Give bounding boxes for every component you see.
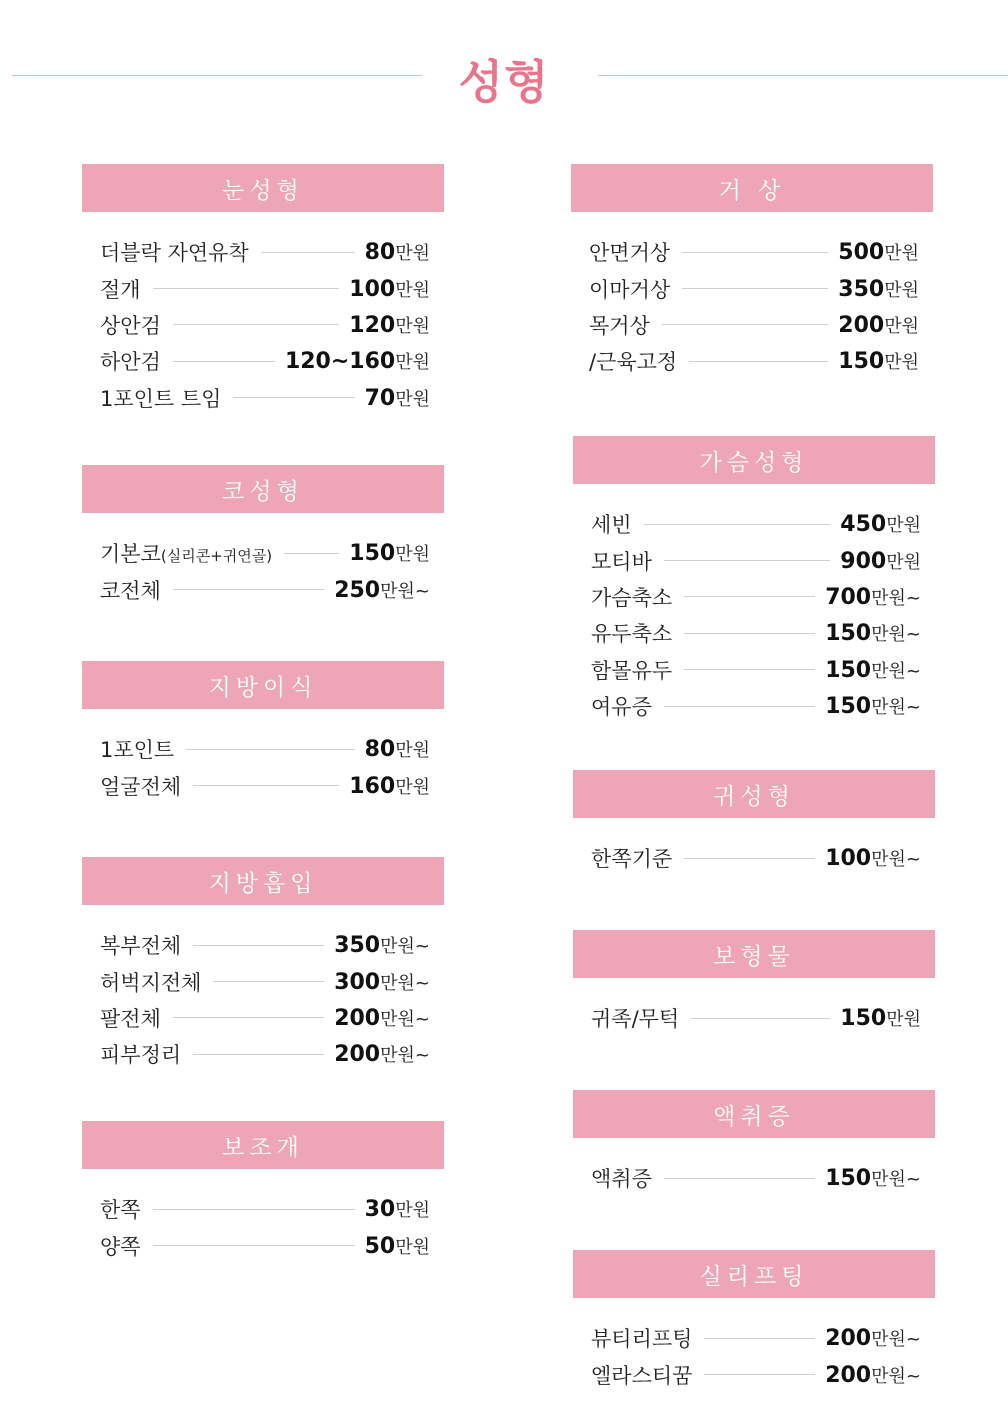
- price-amount: 450: [840, 512, 887, 538]
- price-unit: 만원: [395, 315, 430, 337]
- price-list: [573, 978, 935, 1036]
- item-name: [591, 509, 632, 539]
- price-list: [573, 1138, 935, 1196]
- leader-line: [704, 1374, 815, 1375]
- leader-line: [233, 397, 354, 398]
- item-price: [349, 276, 430, 302]
- price-unit: 만원: [871, 1365, 906, 1387]
- price-row: [100, 234, 430, 270]
- price-amount: 150: [825, 621, 872, 647]
- item-name-text: 허벅지전체: [100, 970, 202, 995]
- price-list: [82, 513, 444, 608]
- section-header: 코성형: [82, 465, 444, 513]
- section-fat-graft: [82, 661, 444, 804]
- section-header: 가슴성형: [573, 436, 935, 484]
- item-name: [591, 691, 652, 721]
- price-row: [591, 652, 921, 688]
- price-amount: 700: [825, 584, 872, 610]
- item-name-text: /근육고정: [589, 350, 678, 375]
- price-unit: 만원: [380, 1045, 415, 1067]
- price-unit: 만원: [395, 544, 430, 566]
- section-ear-surgery: [573, 770, 935, 876]
- leader-line: [153, 288, 340, 289]
- price-row: [591, 542, 921, 578]
- price-unit: 만원: [395, 740, 430, 762]
- item-name-text: 상안검: [100, 313, 161, 338]
- price-row: [100, 1227, 430, 1263]
- price-from-suffix: ~: [414, 1045, 430, 1067]
- price-unit: 만원: [871, 697, 906, 719]
- leader-line: [193, 945, 324, 946]
- item-name: [591, 1360, 692, 1390]
- price-from-suffix: ~: [905, 1365, 921, 1387]
- price-row: [100, 927, 430, 963]
- item-name-text: 코전체: [100, 578, 161, 603]
- price-row: [100, 270, 430, 306]
- leader-line: [664, 560, 830, 561]
- item-name-text: 절개: [100, 277, 141, 302]
- price-row: [100, 343, 430, 379]
- price-unit: 만원: [395, 352, 430, 374]
- price-from-suffix: ~: [414, 580, 430, 602]
- item-name-text: 이마거상: [589, 277, 671, 302]
- price-unit: 만원: [884, 352, 919, 374]
- item-name: [589, 346, 677, 376]
- item-name: [100, 383, 221, 413]
- leader-line: [662, 324, 828, 325]
- section-osmidrosis: [573, 1090, 935, 1196]
- item-name: [100, 1003, 161, 1033]
- item-name: [100, 274, 141, 304]
- leader-line: [689, 361, 828, 362]
- item-name: [100, 1194, 141, 1224]
- item-name-text: 목거상: [589, 313, 650, 338]
- price-row: [591, 688, 921, 724]
- price-unit: 만원: [884, 315, 919, 337]
- price-unit: 만원: [886, 551, 921, 573]
- section-header: 귀성형: [573, 770, 935, 818]
- item-price: [825, 1362, 921, 1388]
- item-price: [334, 932, 430, 958]
- leader-line: [173, 1017, 324, 1018]
- price-amount: 500: [838, 240, 885, 266]
- title-divider-right: [598, 75, 1008, 76]
- item-name-text: 한쪽: [100, 1198, 141, 1223]
- price-row: [589, 234, 919, 270]
- item-name-text: 뷰티리프팅: [591, 1327, 693, 1352]
- section-header: 보조개: [82, 1121, 444, 1169]
- leader-line: [153, 1245, 355, 1246]
- item-name-text: 팔전체: [100, 1006, 161, 1031]
- section-eye-surgery: [82, 164, 444, 416]
- leader-line: [173, 589, 324, 590]
- item-price: [825, 584, 921, 610]
- item-price: [825, 693, 921, 719]
- leader-line: [684, 858, 815, 859]
- leader-line: [193, 1054, 324, 1055]
- item-price: [365, 385, 430, 411]
- price-unit: 만원: [871, 1169, 906, 1191]
- price-row: [100, 963, 430, 999]
- price-amount: 30: [364, 1197, 396, 1223]
- leader-line: [682, 252, 828, 253]
- price-amount: 200: [334, 1042, 381, 1068]
- price-row: [589, 343, 919, 379]
- section-header: 지방이식: [82, 661, 444, 709]
- leader-line: [193, 785, 339, 786]
- item-name: [100, 346, 161, 376]
- price-unit: 만원: [380, 936, 415, 958]
- price-from-suffix: ~: [414, 936, 430, 958]
- item-price: [365, 1233, 430, 1259]
- price-row: [100, 1191, 430, 1227]
- price-row: [100, 1000, 430, 1036]
- item-name-text: 모티바: [591, 549, 652, 574]
- price-unit: 만원: [395, 1200, 430, 1222]
- item-name: [100, 1231, 141, 1261]
- price-row: [589, 270, 919, 306]
- price-amount: 120~160: [284, 349, 396, 375]
- price-unit: 만원: [886, 1009, 921, 1031]
- price-row: [100, 380, 430, 416]
- price-amount: 150: [825, 1166, 872, 1192]
- price-list: [82, 1169, 444, 1264]
- price-row: [591, 1000, 921, 1036]
- price-unit: 만원: [884, 279, 919, 301]
- price-from-suffix: ~: [905, 587, 921, 609]
- item-price: [365, 736, 430, 762]
- item-name: [100, 310, 161, 340]
- section-liposuction: [82, 857, 444, 1073]
- item-name-text: 1포인트 트임: [100, 386, 222, 411]
- item-name: [591, 618, 672, 648]
- item-name-text: 함몰유두: [591, 658, 673, 683]
- item-name-text: 얼굴전체: [100, 774, 182, 799]
- price-from-suffix: ~: [905, 660, 921, 682]
- item-name: [100, 734, 174, 764]
- section-header: 눈성형: [82, 164, 444, 212]
- price-unit: 만원: [395, 243, 430, 265]
- item-name-text: 한쪽기준: [591, 847, 673, 872]
- leader-line: [261, 252, 355, 253]
- item-name-text: 1포인트: [100, 738, 175, 763]
- item-price: [365, 239, 430, 265]
- price-amount: 150: [838, 349, 885, 375]
- price-amount: 150: [349, 541, 396, 567]
- leader-line: [684, 596, 815, 597]
- price-unit: 만원: [395, 1236, 430, 1258]
- item-price: [334, 1005, 430, 1031]
- price-amount: 100: [825, 846, 872, 872]
- leader-line: [664, 706, 815, 707]
- leader-line: [186, 749, 354, 750]
- price-list: [82, 905, 444, 1073]
- price-row: [591, 1160, 921, 1196]
- leader-line: [284, 553, 339, 554]
- price-from-suffix: ~: [905, 624, 921, 646]
- item-name-text: 세빈: [591, 513, 632, 538]
- price-amount: 350: [334, 933, 381, 959]
- item-name-text: 양쪽: [100, 1234, 141, 1259]
- item-name-text: 하안검: [100, 350, 161, 375]
- section-header: 보형물: [573, 930, 935, 978]
- leader-line: [213, 981, 324, 982]
- item-price: [825, 1325, 921, 1351]
- item-name-text: 유두축소: [591, 622, 673, 647]
- item-name-text: 액취증: [591, 1167, 652, 1192]
- item-name-text: 더블락 자연유착: [100, 241, 249, 266]
- item-name-text: 피부정리: [100, 1043, 182, 1068]
- item-name: [100, 538, 272, 568]
- price-list: [82, 212, 444, 416]
- item-name: [591, 1003, 679, 1033]
- item-name-text: 가슴축소: [591, 585, 673, 610]
- price-from-suffix: ~: [414, 972, 430, 994]
- item-name-text: 귀족/무턱: [591, 1007, 680, 1032]
- price-amount: 250: [334, 577, 381, 603]
- price-amount: 200: [838, 312, 885, 338]
- price-row: [591, 1356, 921, 1392]
- price-row: [591, 506, 921, 542]
- item-name-text: 복부전체: [100, 934, 182, 959]
- price-row: [591, 1320, 921, 1356]
- price-amount: 200: [825, 1362, 872, 1388]
- price-row: [100, 767, 430, 803]
- price-amount: 50: [364, 1233, 396, 1259]
- item-price: [334, 577, 430, 603]
- price-list: [573, 484, 935, 724]
- item-price: [334, 1041, 430, 1067]
- price-amount: 150: [840, 1006, 887, 1032]
- section-thread-lift: [573, 1250, 935, 1393]
- item-name: [100, 967, 201, 997]
- item-price: [334, 969, 430, 995]
- item-price: [349, 773, 430, 799]
- price-unit: 만원: [884, 243, 919, 265]
- price-from-suffix: ~: [905, 1169, 921, 1191]
- price-amount: 300: [334, 969, 381, 995]
- price-from-suffix: ~: [905, 849, 921, 871]
- price-amount: 900: [840, 548, 887, 574]
- item-price: [838, 348, 919, 374]
- price-unit: 만원: [395, 776, 430, 798]
- leader-line: [684, 669, 815, 670]
- item-price: [840, 1005, 921, 1031]
- price-amount: 70: [364, 385, 396, 411]
- price-amount: 80: [364, 737, 396, 763]
- item-name-text: 안면거상: [589, 241, 671, 266]
- item-name: [591, 546, 652, 576]
- price-amount: 200: [825, 1326, 872, 1352]
- price-list: [571, 212, 933, 380]
- price-unit: 만원: [871, 624, 906, 646]
- item-name: [100, 237, 249, 267]
- leader-line: [173, 361, 275, 362]
- leader-line: [684, 633, 815, 634]
- item-price: [825, 1165, 921, 1191]
- price-amount: 100: [349, 276, 396, 302]
- item-name: [589, 274, 670, 304]
- item-price: [838, 312, 919, 338]
- item-name: [591, 655, 672, 685]
- item-name-text: 엘라스티꿈: [591, 1363, 693, 1388]
- section-header: 지방흡입: [82, 857, 444, 905]
- page-title: 성형: [458, 55, 550, 109]
- item-name: [100, 771, 181, 801]
- price-unit: 만원: [886, 515, 921, 537]
- item-name: [591, 843, 672, 873]
- price-row: [589, 307, 919, 343]
- item-name: [589, 237, 670, 267]
- price-row: [100, 307, 430, 343]
- price-amount: 150: [825, 657, 872, 683]
- leader-line: [644, 524, 831, 525]
- item-price: [365, 1196, 430, 1222]
- leader-line: [664, 1178, 815, 1179]
- price-from-suffix: ~: [905, 1329, 921, 1351]
- price-unit: 만원: [871, 587, 906, 609]
- section-facelift: [571, 164, 933, 380]
- item-price: [285, 348, 430, 374]
- item-price: [349, 540, 430, 566]
- leader-line: [682, 288, 828, 289]
- section-implant: [573, 930, 935, 1036]
- item-price: [825, 657, 921, 683]
- price-unit: 만원: [380, 580, 415, 602]
- price-list: [82, 709, 444, 804]
- leader-line: [704, 1338, 815, 1339]
- item-name: [591, 582, 672, 612]
- price-amount: 150: [825, 694, 872, 720]
- price-row: [100, 535, 430, 571]
- leader-line: [153, 1209, 355, 1210]
- price-row: [100, 1036, 430, 1072]
- item-price: [838, 276, 919, 302]
- price-unit: 만원: [395, 388, 430, 410]
- item-name: [589, 310, 650, 340]
- price-row: [591, 579, 921, 615]
- section-breast-surgery: [573, 436, 935, 724]
- section-nose-surgery: [82, 465, 444, 608]
- item-name: [100, 930, 181, 960]
- section-header: 거 상: [571, 164, 933, 212]
- item-price: [840, 511, 921, 537]
- item-note: (실리콘+귀연골): [160, 547, 273, 566]
- price-row: [100, 731, 430, 767]
- item-name: [591, 1163, 652, 1193]
- section-header: 액취증: [573, 1090, 935, 1138]
- item-name: [100, 1039, 181, 1069]
- section-dimple: [82, 1121, 444, 1264]
- item-price: [825, 845, 921, 871]
- item-name: [591, 1323, 692, 1353]
- price-amount: 160: [349, 773, 396, 799]
- title-area: [0, 40, 1008, 110]
- price-unit: 만원: [395, 279, 430, 301]
- price-unit: 만원: [380, 1008, 415, 1030]
- item-price: [825, 620, 921, 646]
- price-row: [591, 840, 921, 876]
- leader-line: [173, 324, 339, 325]
- item-price: [840, 548, 921, 574]
- price-unit: 만원: [380, 972, 415, 994]
- price-list: [573, 1298, 935, 1393]
- price-unit: 만원: [871, 1329, 906, 1351]
- section-header: 실리프팅: [573, 1250, 935, 1298]
- leader-line: [691, 1018, 830, 1019]
- price-row: [591, 615, 921, 651]
- price-from-suffix: ~: [905, 697, 921, 719]
- item-price: [838, 239, 919, 265]
- price-amount: 80: [364, 240, 396, 266]
- price-from-suffix: ~: [414, 1008, 430, 1030]
- price-amount: 350: [838, 276, 885, 302]
- price-row: [100, 571, 430, 607]
- item-name-text: 여유증: [591, 695, 652, 720]
- price-amount: 200: [334, 1005, 381, 1031]
- price-unit: 만원: [871, 660, 906, 682]
- price-unit: 만원: [871, 849, 906, 871]
- item-price: [349, 312, 430, 338]
- item-name-text: 기본코: [100, 542, 161, 567]
- item-name: [100, 575, 161, 605]
- price-list: [573, 818, 935, 876]
- price-amount: 120: [349, 312, 396, 338]
